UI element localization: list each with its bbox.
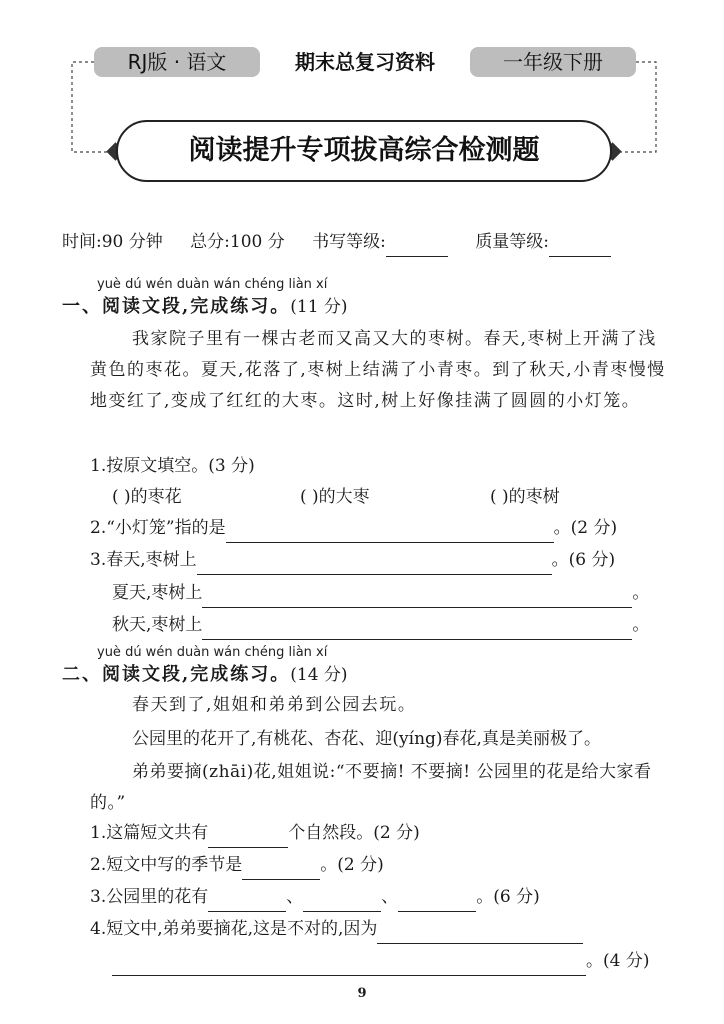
s1-q2-answer-line[interactable] <box>226 520 554 543</box>
section1-pinyin: yuè dú wén duàn wán chéng liàn xí <box>97 277 328 292</box>
time-label: 时间:90 分钟 <box>62 232 163 252</box>
writing-grade-field[interactable] <box>386 234 448 257</box>
s2-q3-answer-line-2[interactable] <box>303 889 381 912</box>
section2-pinyin: yuè dú wén duàn wán chéng liàn xí <box>97 645 328 660</box>
s1-question-2: 2.“小灯笼”指的是 。(2 分) <box>90 513 617 543</box>
s1-q3-autumn: 秋天,枣树上 。 <box>112 610 649 640</box>
s1-q1-blank-2[interactable]: ( )的大枣 <box>300 487 370 507</box>
quality-grade-field[interactable] <box>549 234 611 257</box>
section1-heading: 一、阅读文段,完成练习。(11 分) <box>62 296 348 317</box>
s2-question-3: 3.公园里的花有 、 、 。(6 分) <box>90 882 540 912</box>
s1-q1-blank-1[interactable]: ( )的枣花 <box>112 487 182 507</box>
section2-p2: 公园里的花开了,有桃花、杏花、迎(yíng)春花,真是美丽极了。 <box>132 729 601 749</box>
header-title: 期末总复习资料 <box>295 50 435 74</box>
s1-question-3: 3.春天,枣树上 。(6 分) <box>90 545 615 575</box>
total-label: 总分:100 分 <box>190 232 285 252</box>
quality-label: 质量等级: <box>475 232 550 252</box>
s2-q4-continuation: 。(4 分) <box>112 946 649 976</box>
s1-q3-summer: 夏天,枣树上 。 <box>112 578 649 608</box>
s1-q3-spring-line[interactable] <box>197 552 552 575</box>
s2-q3-answer-line-1[interactable] <box>208 889 286 912</box>
section2-p3: 弟弟要摘(zhāi)花,姐姐说:“不要摘! 不要摘! 公园里的花是给大家看的。” <box>90 762 652 813</box>
s1-q3-summer-line[interactable] <box>202 585 632 608</box>
s2-q4-answer-line-1[interactable] <box>377 921 583 944</box>
grade-badge: 一年级下册 <box>470 47 636 77</box>
meta-row <box>62 227 672 257</box>
s1-q3-autumn-line[interactable] <box>202 617 632 640</box>
s1-q1-blank-3[interactable]: ( )的枣树 <box>490 487 560 507</box>
section2-p1: 春天到了,姐姐和弟弟到公园去玩。 <box>132 695 417 715</box>
page-number: 9 <box>357 986 367 1001</box>
writing-label: 书写等级: <box>312 232 386 252</box>
edition-badge: RJ版 · 语文 <box>94 47 260 77</box>
section1-paragraph: 我家院子里有一棵古老而又高又大的枣树。春天,枣树上开满了浅黄色的枣花。夏天,花落了,枣树上结满了小青枣。到了秋天,小青枣慢慢地变红了,变成了红红的大枣。这时,树上好像挂满了圆圆的小灯笼。 <box>90 329 666 411</box>
s2-q1-answer-line[interactable] <box>208 825 288 848</box>
s2-q3-answer-line-3[interactable] <box>398 889 476 912</box>
s2-question-2: 2.短文中写的季节是 。(2 分) <box>90 850 384 880</box>
s2-q4-answer-line-2[interactable] <box>112 953 586 976</box>
section2-heading: 二、阅读文段,完成练习。(14 分) <box>62 664 348 685</box>
page-banner-title: 阅读提升专项拔高综合检测题 <box>116 120 612 182</box>
s2-question-4: 4.短文中,弟弟要摘花,这是不对的,因为 <box>90 914 583 944</box>
s1-question-1: 1.按原文填空。(3 分) <box>90 456 255 476</box>
s2-question-1: 1.这篇短文共有 个自然段。(2 分) <box>90 818 420 848</box>
s2-q2-answer-line[interactable] <box>242 857 320 880</box>
